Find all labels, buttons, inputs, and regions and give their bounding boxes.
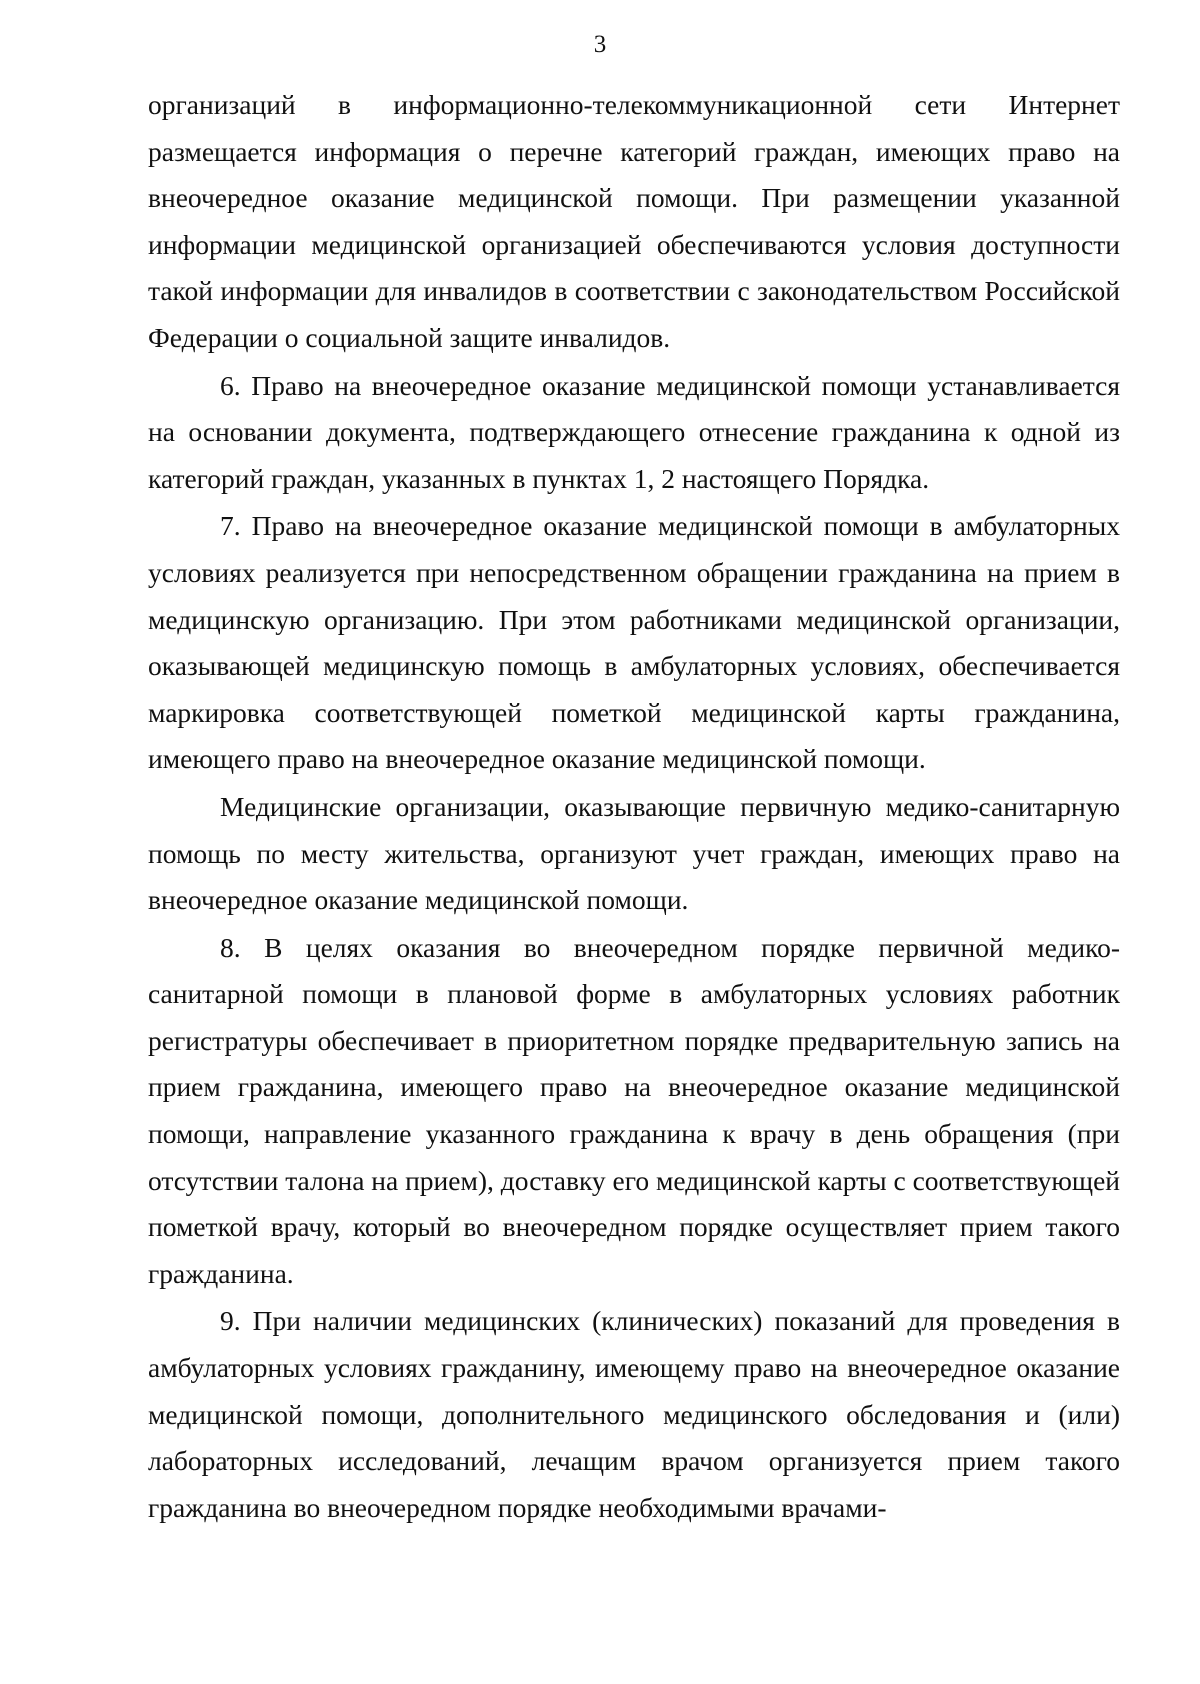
paragraph-item-7: 7. Право на внеочередное оказание медицинской помощи в амбулаторных условиях реализуется при непосредственном обращении гражданина на прием в медицинскую организацию. При этом работниками медицинской организации, оказывающей медицинскую помощь в амбулаторных условиях, обеспечивается маркировка соответствующей пометкой медицинской карты гражданина, имеющего право на внеочередное оказание медицинской помощи.: [148, 510, 1120, 775]
page-number: 3: [593, 31, 607, 58]
paragraph-item-6: 6. Право на внеочередное оказание медицинской помощи устанавливается на основании документа, подтверждающего отнесение гражданина к одной из категорий граждан, указанных в пунктах 1, 2 настоящего Порядка.: [148, 369, 1120, 494]
paragraph-continued: организаций в информационно-телекоммуникационной сети Интернет размещается информация о перечне категорий граждан, имеющих право на внеочередное оказание медицинской помощи. При размещении указанной информации медицинской организацией обеспечиваются условия доступности такой информации для инвалидов в соответствии с законодательством Российской Федерации о социальной защите инвалидов.: [148, 89, 1120, 353]
paragraph-item-8: 8. В целях оказания во внеочередном порядке первичной медико-санитарной помощи в плановой форме в амбулаторных условиях работник регистратуры обеспечивает в приоритетном порядке предварительную запись на прием гражданина, имеющего право на внеочередное оказание медицинской помощи, направление указанного гражданина к врачу в день обращения (при отсутствии талона на прием), доставку его медицинской карты с соответствующей пометкой врачу, который во внеочередном порядке осуществляет прием такого гражданина.: [148, 931, 1120, 1289]
document-body: [148, 82, 1120, 1531]
paragraph-registration: Медицинские организации, оказывающие первичную медико-санитарную помощь по месту жительства, организуют учет граждан, имеющих право на внеочередное оказание медицинской помощи.: [148, 790, 1120, 916]
paragraph-item-9: 9. При наличии медицинских (клинических) показаний для проведения в амбулаторных условиях гражданину, имеющему право на внеочередное оказание медицинской помощи, дополнительного медицинского обследования и (или) лабораторных исследований, лечащим врачом организуется прием такого гражданина во внеочередном порядке необходимыми врачами-: [148, 1305, 1120, 1523]
